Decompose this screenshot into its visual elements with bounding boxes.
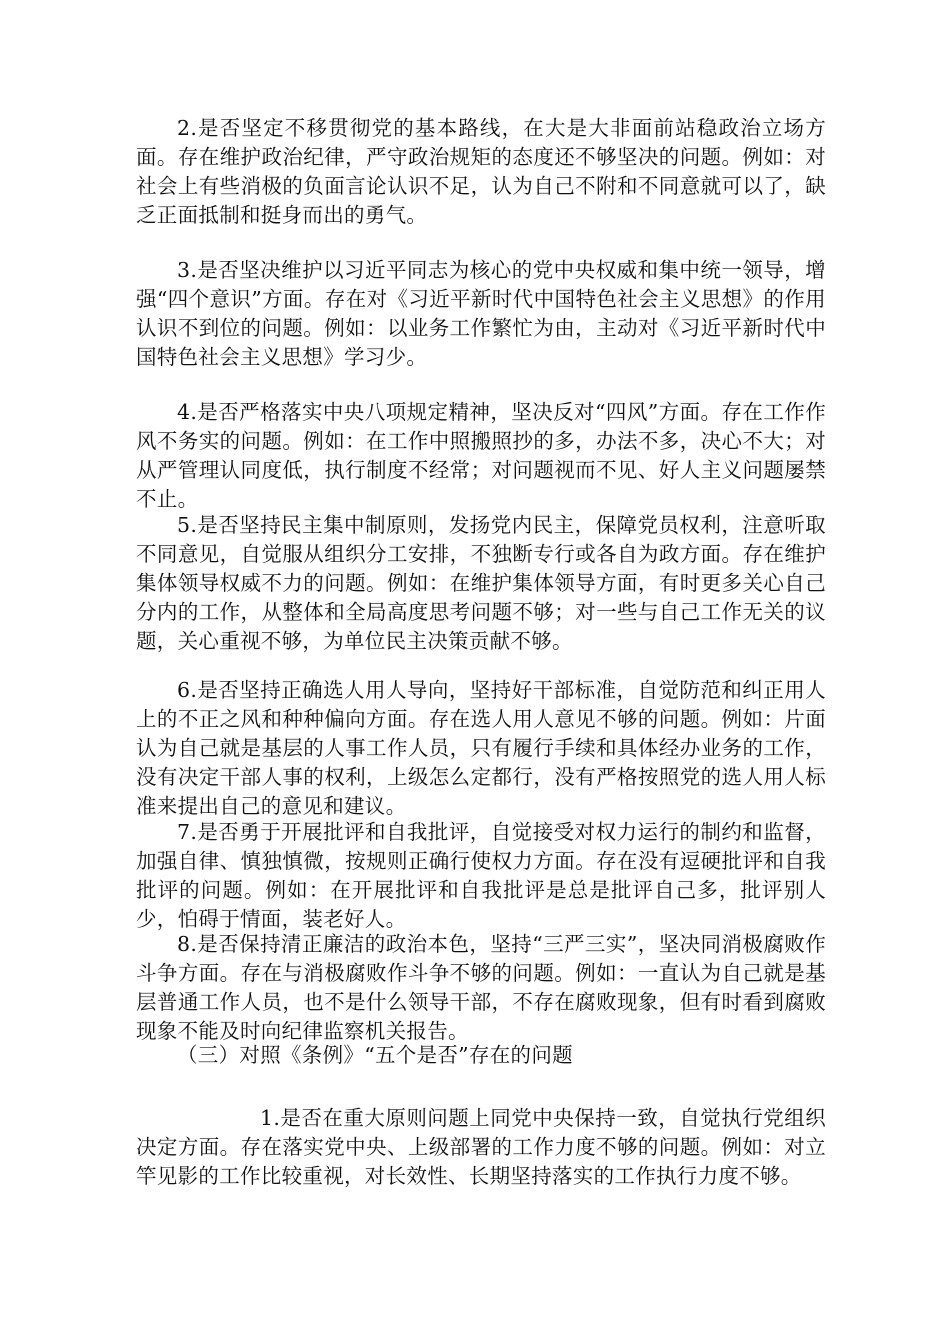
paragraph-2: 2.是否坚定不移贯彻党的基本路线，在大是大非面前站稳政治立场方面。存在维护政治纪律，严守政治规矩的态度还不够坚决的问题。例如：对社会上有些消极的负面言论认识不足，认为自己不附和不同意就可以了，缺乏正面抵制和挺身而出的勇气。 [136,116,826,227]
section-heading: （三）对照《条例》“五个是否”存在的问题 [177,1043,573,1067]
paragraph-3: 3.是否坚决维护以习近平同志为核心的党中央权威和集中统一领导，增强“四个意识”方面。存在对《习近平新时代中国特色社会主义思想》的作用认识不到位的问题。例如：以业务工作繁忙为由，主动对《习近平新时代中国特色社会主义思想》学习少。 [136,258,826,369]
paragraph-5: 5.是否坚持民主集中制原则，发扬党内民主，保障党员权利，注意听取不同意见，自觉服从组织分工安排，不独断专行或各自为政方面。存在维护集体领导权威不力的问题。例如：在维护集体领导方面，有时更多关心自己分内的工作，从整体和全局高度思考问题不够；对一些与自己工作无关的议题，关心重视不够，为单位民主决策贡献不够。 [136,513,826,653]
paragraph-8: 8.是否保持清正廉洁的政治本色，坚持“三严三实”，坚决同消极腐败作斗争方面。存在与消极腐败作斗争不够的问题。例如：一直认为自己就是基层普通工作人员，也不是什么领导干部，不存在腐败现象，但有时看到腐败现象不能及时向纪律监察机关报告。 [136,932,826,1043]
paragraph-section3-1: 1.是否在重大原则问题上同党中央保持一致，自觉执行党组织决定方面。存在落实党中央、上级部署的工作力度不够的问题。例如：对立竿见影的工作比较重视，对长效性、长期坚持落实的工作执行力度不够。 [136,1106,826,1188]
paragraph-7: 7.是否勇于开展批评和自我批评，自觉接受对权力运行的制约和监督，加强自律、慎独慎微，按规则正确行使权力方面。存在没有逗硬批评和自我批评的问题。例如：在开展批评和自我批评是总是批评自己多，批评别人少，怕碍于情面，装老好人。 [136,820,826,931]
paragraph-4: 4.是否严格落实中央八项规定精神，坚决反对“四风”方面。存在工作作风不务实的问题。例如：在工作中照搬照抄的多，办法不多，决心不大；对从严管理认同度低，执行制度不经常；对问题视而不见、好人主义问题屡禁不止。 [136,400,826,511]
paragraph-6: 6.是否坚持正确选人用人导向，坚持好干部标准，自觉防范和纠正用人上的不正之风和种种偏向方面。存在选人用人意见不够的问题。例如：片面认为自己就是基层的人事工作人员，只有履行手续和具体经办业务的工作，没有决定干部人事的权利，上级怎么定都行，没有严格按照党的选人用人标准来提出自己的意见和建议。 [136,678,826,818]
